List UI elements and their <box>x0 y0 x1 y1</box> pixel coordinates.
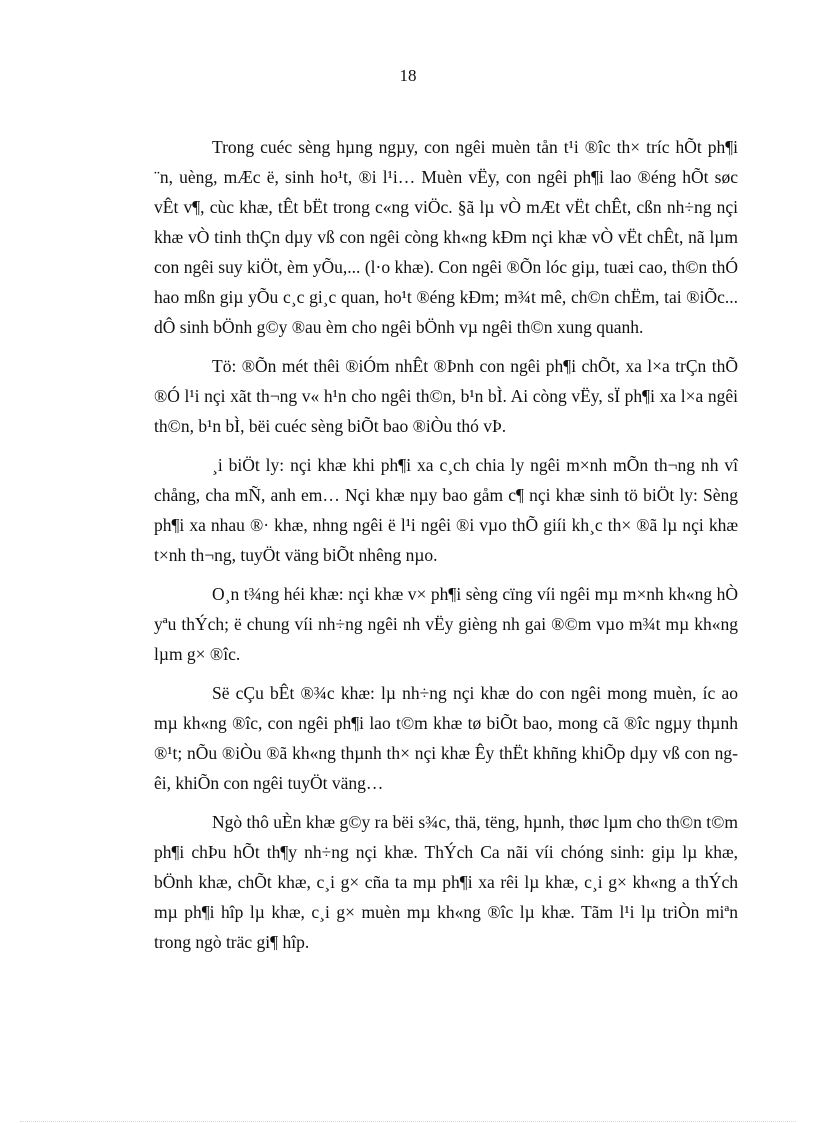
page-bottom-edge <box>20 1121 796 1122</box>
paragraph-life-suffering: Trong cuéc sèng hµng ngµy, con ngêi muèn tån t¹i ®îc th× tríc hÕt ph¶i ¨n, uèng, mÆc ë, sinh ho¹t, ®i l¹i… Muèn vËy, con ngêi ph¶i lao ®éng hÕt søc vÊt v¶, cùc khæ, tÊt bËt trong c«ng viÖc. §ã lµ vÒ mÆt vËt chÊt, cßn nh÷ng nçi khæ vÒ tinh thÇn dµy vß con ngêi còng kh«ng kÐm nçi khæ vÒ vËt chÊt, nã lµm con ngêi suy kiÖt, èm yÕu,... (l·o khæ). Con ngêi ®Õn lóc giµ, tuæi cao, th©n thÓ hao mßn giµ yÕu c¸c gi¸c quan, ho¹t ®éng kÐm; m¾t mê, ch©n chËm, tai ®iÕc... dÔ sinh bÖnh g©y ®au èm cho ngêi bÖnh vµ ngêi th©n xung quanh. <box>154 137 738 337</box>
paragraph-separation-suffering: ¸i biÖt ly: nçi khæ khi ph¶i xa c¸ch chia ly ngêi m×nh mÕn th¬ng nh vî chång, cha mÑ, anh em… Nçi khæ nµy bao gåm c¶ nçi khæ sinh tö biÖt ly: Sèng ph¶i xa nhau ®· khæ, nhng ngêi ë l¹i ngêi ®i vµo thÕ giíi kh¸c th× ®ã lµ nçi khæ t×nh th¬ng, tuyÖt väng biÕt nhêng nµo. <box>154 455 738 565</box>
paragraph-resentment-suffering: O¸n t¾ng héi khæ: nçi khæ v× ph¶i sèng cïng víi ngêi mµ m×nh kh«ng hÒ yªu thÝch; ë chung víi nh÷ng ngêi nh vËy gièng nh gai ®©m vµo m¾t mµ kh«ng lµm g× ®îc. <box>154 584 738 664</box>
document-body <box>154 132 738 966</box>
paragraph-five-aggregates-suffering: Ngò thô uÈn khæ g©y ra bëi s¾c, thä, tëng, hµnh, thøc lµm cho th©n t©m ph¶i chÞu hÕt th¶y nh÷ng nçi khæ. ThÝch Ca nãi víi chóng sinh: giµ lµ khæ, bÖnh khæ, chÕt khæ, c¸i g× cña ta mµ ph¶i xa rêi lµ khæ, c¸i g× kh«ng a thÝch mµ ph¶i hîp lµ khæ, c¸i g× muèn mµ kh«ng ®îc lµ khæ. Tãm l¹i lµ triÒn miªn trong ngò träc gi¶ hîp. <box>154 812 738 952</box>
paragraph-desire-suffering: Së cÇu bÊt ®¾c khæ: lµ nh÷ng nçi khæ do con ngêi mong muèn, íc ao mµ kh«ng ®îc, con ngêi ph¶i lao t©m khæ tø biÕt bao, mong cã ®îc ngµy thµnh ®¹t; nÕu ®iÒu ®ã kh«ng thµnh th× nçi khæ Êy thËt khñng khiÕp dµy vß con ngêi, khiÕn con ngêi tuyÖt väng… <box>154 683 738 793</box>
page-number: 18 <box>399 66 417 85</box>
paragraph-death-suffering: Tö: ®Õn mét thêi ®iÓm nhÊt ®Þnh con ngêi ph¶i chÕt, xa l×a trÇn thÕ ®Ó l¹i nçi xãt th¬ng v« h¹n cho ngêi th©n, b¹n bÌ. Ai còng vËy, sÏ ph¶i xa l×a ngêi th©n, b¹n bÌ, bëi cuéc sèng biÕt bao ®iÒu thó vÞ. <box>154 356 738 436</box>
